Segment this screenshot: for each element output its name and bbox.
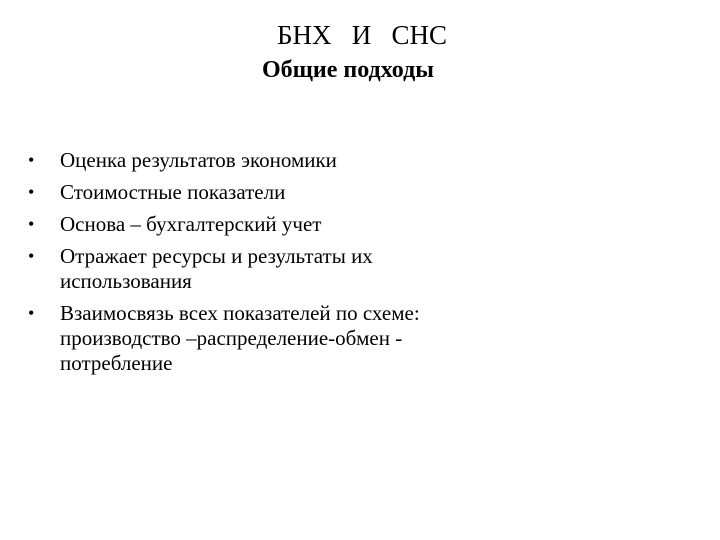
bullet-item	[28, 301, 498, 376]
bullet-icon: •	[28, 214, 35, 234]
bullet-icon: •	[28, 182, 35, 202]
bullet-text: Взаимосвязь всех показателей по схеме: производство –распределение-обмен - потребление	[60, 301, 420, 375]
bullet-icon: •	[28, 150, 35, 170]
bullet-icon: •	[28, 246, 35, 266]
bullet-text: Отражает ресурсы и результаты их использования	[60, 244, 373, 293]
bullet-text: Основа – бухгалтерский учет	[60, 212, 322, 236]
slide-subtitle: Общие подходы	[262, 57, 434, 83]
bullet-text: Оценка результатов экономики	[60, 148, 337, 172]
bullet-text: Стоимостные показатели	[60, 180, 286, 204]
bullet-item	[28, 180, 498, 205]
bullet-item	[28, 244, 498, 294]
bullet-item	[28, 148, 498, 173]
bullet-item	[28, 212, 498, 237]
slide-title: БНХ И СНС	[277, 20, 448, 50]
bullet-list	[28, 148, 498, 383]
bullet-icon: •	[28, 303, 35, 323]
